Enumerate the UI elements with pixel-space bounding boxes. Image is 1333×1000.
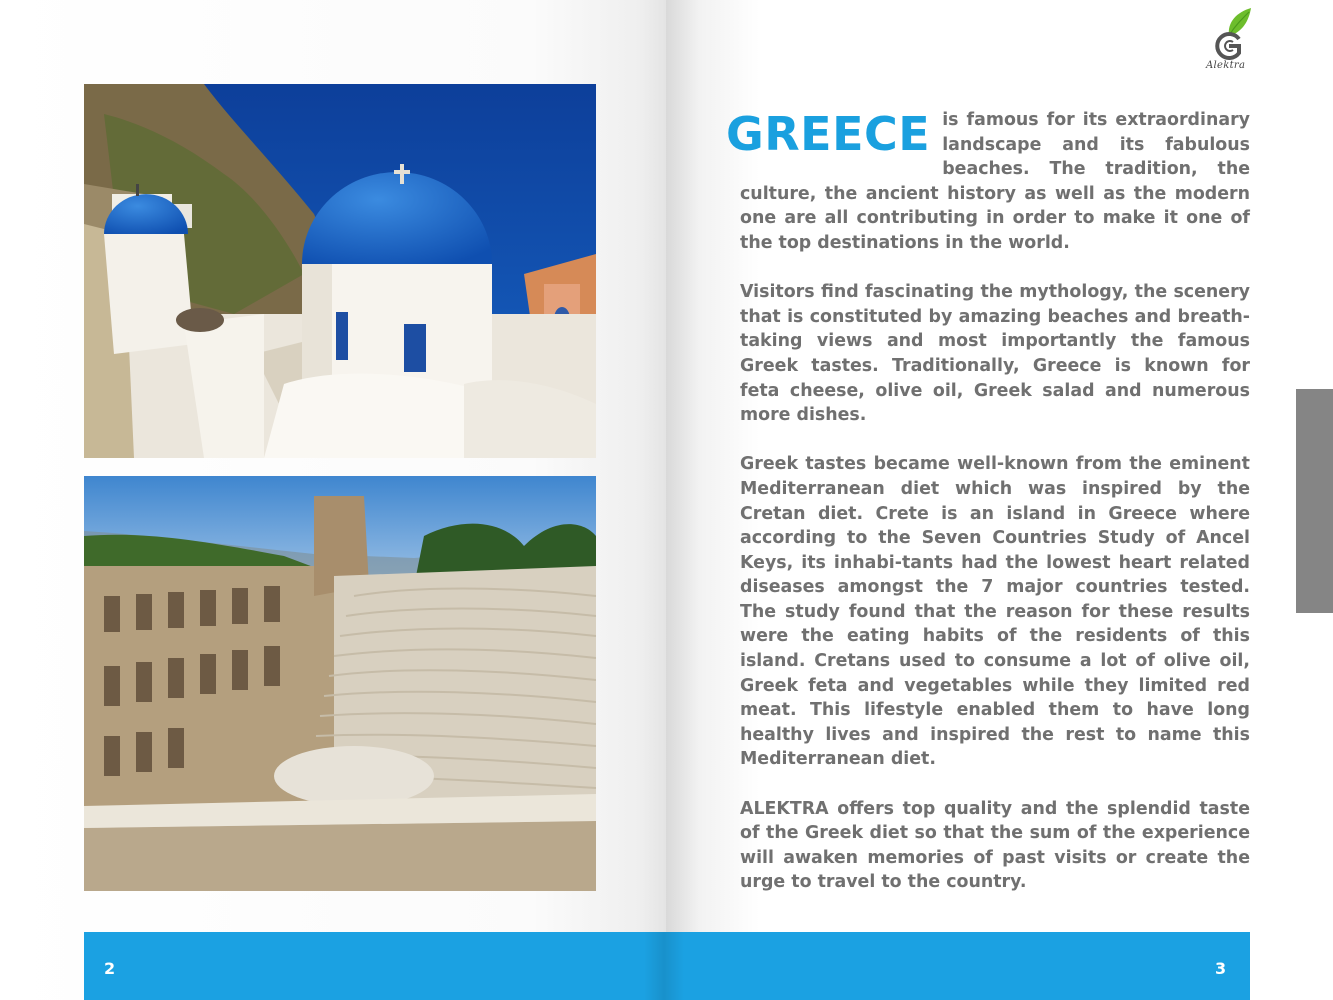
logo-wordmark: Alektra [1206,60,1246,71]
page-number-right: 3 [1215,959,1227,978]
paragraph-alektra-offer: ALEKTRA offers top quality and the splendid taste of the Greek diet so that the sum of the experience will awaken memories of past visits or create the urge to travel to the country. [740,798,1250,893]
odeon-theatre-photo [84,476,596,891]
section-tab [1296,389,1333,613]
headline-greece: GREECE [726,107,931,161]
santorini-photo [84,84,596,458]
intro-paragraph [726,107,1250,256]
intro-text: is famous for its extraordinary landscape and its fabulous beaches. The tradition, the culture, the ancient history as well as the modern one are all contributing in order to make it one of the top destinations in the world. [740,110,1250,253]
left-page [0,0,666,1000]
gutter-shadow [644,932,684,1000]
footer-bar [84,932,1250,1000]
page-number-left: 2 [104,959,116,978]
paragraph-visitors: Visitors find fascinating the mythology, the scenery that is constituted by amazing beaches and breath-taking views and most importantly the famous Greek tastes. Traditionally, Greece is known for feta cheese, olive oil, Greek salad and numerous more dishes. [740,282,1250,426]
paragraph-mediterranean-diet: Greek tastes became well-known from the eminent Mediterranean diet which was inspired by the Cretan diet. Crete is an island in Greece where according to the Seven Countries Study of Ancel Keys, its inhabi-tants had the lowest heart related diseases amongst the 7 major countries tested. The study found that the reason for these results were the eating habits of the residents of this island. Cretans used to consume a lot of olive oil, Greek feta and vegetables while they limited red meat. This lifestyle enabled them to have long healthy lives and inspired the rest to name this Mediterranean diet. [740,454,1250,770]
article-body [726,107,1250,895]
